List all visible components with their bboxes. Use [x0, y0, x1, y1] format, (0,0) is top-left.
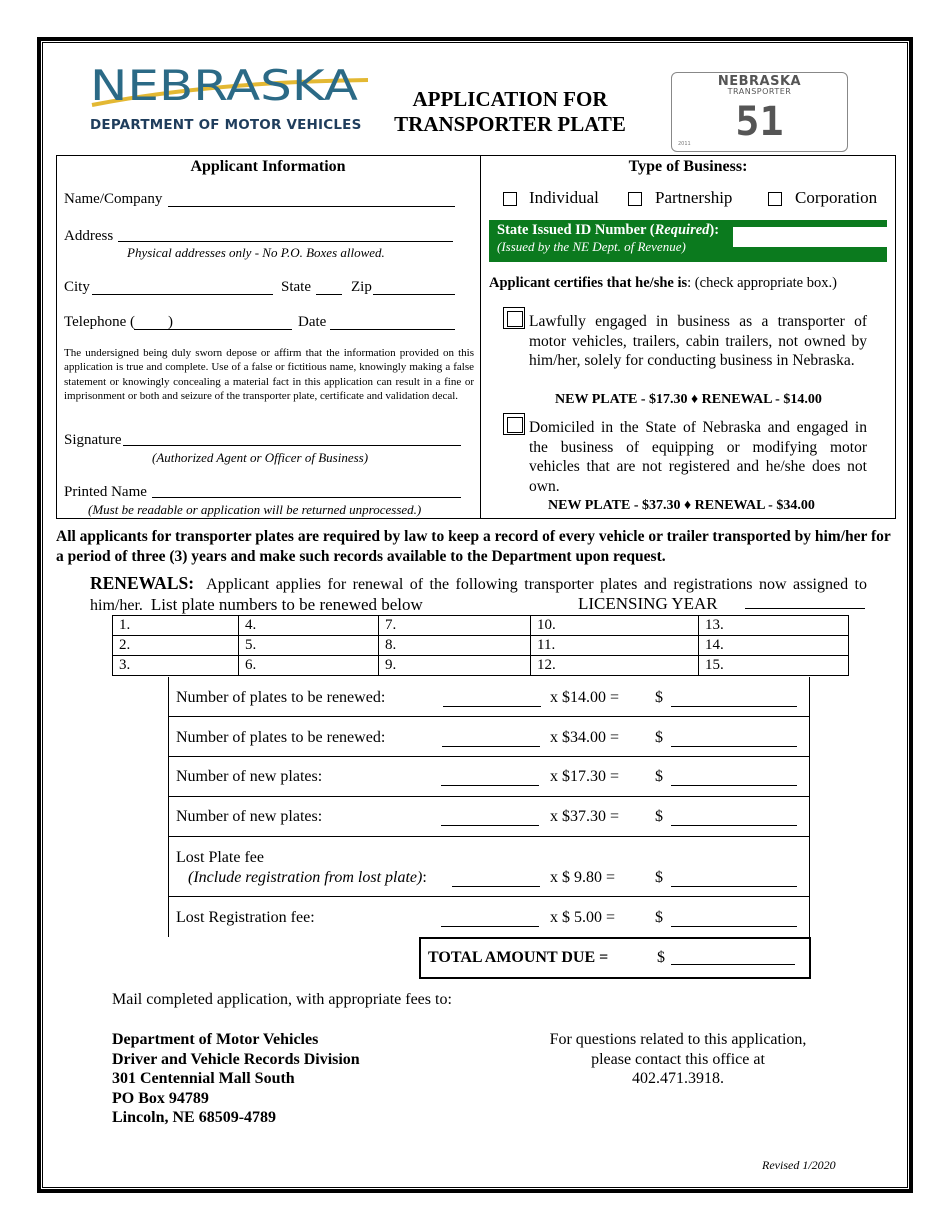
total-dollar: $: [657, 949, 665, 966]
fee-row: [168, 797, 810, 837]
licensing-year-label: LICENSING YEAR: [578, 594, 718, 613]
total-amount-field[interactable]: [671, 964, 795, 965]
plate-number-cell[interactable]: 15.: [699, 656, 849, 676]
contact-line: For questions related to this application,: [549, 1031, 807, 1048]
page-title: [385, 87, 635, 137]
plate-number-cell[interactable]: 14.: [699, 636, 849, 656]
renewals-list-label: List plate numbers to be renewed below: [150, 595, 423, 614]
state-id-note: (Issued by the NE Dept. of Revenue): [497, 239, 686, 254]
domiciled-cert-checkbox[interactable]: [503, 413, 525, 435]
plate-year: 2011: [678, 141, 691, 147]
renewals-text: Applicant applies for renewal of the following transporter plates and registrations now assigned to him/her.: [90, 576, 868, 614]
transporter-cert-text: Lawfully engaged in business as a transporter of motor vehicles, trailers, cabin trailers, not owned by him/her, solely for conducting business in Nebraska.: [529, 313, 867, 369]
fee-dollar-sign: $: [655, 808, 663, 825]
fee-amount-field[interactable]: [671, 886, 797, 887]
address-line: Driver and Vehicle Records Division: [112, 1050, 360, 1068]
fee-row: [168, 717, 810, 757]
fee-row: [168, 837, 810, 897]
plate-number-cell[interactable]: 2.: [113, 636, 239, 656]
zip-field[interactable]: [373, 294, 455, 295]
fee-amount-field[interactable]: [671, 926, 797, 927]
quantity-field[interactable]: [441, 926, 539, 927]
telephone-label: Telephone (: [64, 314, 136, 330]
licensing-year-field[interactable]: [745, 608, 865, 609]
partnership-checkbox[interactable]: [628, 192, 642, 206]
total-amount-box: [419, 937, 811, 979]
revision-date: Revised 1/2020: [762, 1158, 836, 1172]
fee-label: Lost Registration fee:: [176, 909, 315, 926]
fee-dollar-sign: $: [655, 729, 663, 746]
fee-label: Number of new plates:: [176, 768, 323, 785]
corporation-checkbox[interactable]: [768, 192, 782, 206]
fee-row: [168, 897, 810, 937]
fee-dollar-sign: $: [655, 909, 663, 926]
fee-amount-field[interactable]: [671, 825, 797, 826]
transporter-cert-fees: NEW PLATE - $17.30 ♦ RENEWAL - $14.00: [555, 392, 822, 407]
partnership-label: Partnership: [655, 188, 733, 207]
domiciled-cert-fees: NEW PLATE - $37.30 ♦ RENEWAL - $34.00: [548, 498, 815, 513]
signature-label: Signature: [64, 432, 122, 448]
mailing-address: [112, 1030, 360, 1128]
fee-row: [168, 757, 810, 797]
plate-number-cell[interactable]: 7.: [379, 616, 531, 636]
plate-number-cell[interactable]: 9.: [379, 656, 531, 676]
individual-checkbox[interactable]: [503, 192, 517, 206]
address-line: PO Box 94789: [112, 1089, 209, 1107]
domiciled-cert-text: Domiciled in the State of Nebraska and engaged in the business of equipping or modifying motor vehicles that are not registered and he/she does not own.: [529, 419, 867, 495]
plate-number-cell[interactable]: 1.: [113, 616, 239, 636]
state-id-bar: [489, 220, 887, 262]
fee-multiplier: x $17.30 =: [550, 768, 620, 785]
zip-label: Zip: [351, 279, 372, 295]
fee-label: Number of plates to be renewed:: [176, 729, 386, 746]
renewals-paragraph: [90, 573, 867, 616]
title-line-2: TRANSPORTER PLATE: [394, 112, 626, 136]
fee-multiplier: x $14.00 =: [550, 689, 620, 706]
fee-multiplier: x $37.30 =: [550, 808, 620, 825]
quantity-field[interactable]: [441, 825, 539, 826]
city-label: City: [64, 279, 90, 295]
applicant-info-heading: Applicant Information: [190, 158, 346, 175]
address-line: Department of Motor Vehicles: [112, 1031, 319, 1048]
address-line: 301 Centennial Mall South: [112, 1070, 295, 1087]
state-id-label: State Issued ID Number (Required):: [497, 222, 720, 238]
title-line-1: APPLICATION FOR: [412, 87, 608, 111]
plate-number-cell[interactable]: 4.: [239, 616, 379, 636]
fee-amount-field[interactable]: [671, 706, 797, 707]
fee-multiplier: x $34.00 =: [550, 729, 620, 746]
fee-dollar-sign: $: [655, 869, 663, 886]
printed-name-label: Printed Name: [64, 484, 147, 500]
quantity-field[interactable]: [441, 785, 539, 786]
plate-number-cell[interactable]: 3.: [113, 656, 239, 676]
printed-name-note: (Must be readable or application will be returned unprocessed.): [88, 502, 422, 517]
date-label: Date: [298, 314, 327, 330]
total-label: TOTAL AMOUNT DUE =: [428, 949, 609, 966]
plate-number-cell[interactable]: 13.: [699, 616, 849, 636]
transporter-plate-image: [671, 72, 848, 152]
fee-sublabel: (Include registration from lost plate):: [188, 869, 427, 886]
renewals-label: RENEWALS:: [90, 573, 195, 593]
plate-number-cell[interactable]: 6.: [239, 656, 379, 676]
fee-multiplier: x $ 5.00 =: [550, 909, 616, 926]
signature-field[interactable]: [123, 445, 461, 446]
plate-type: TRANSPORTER: [727, 87, 792, 96]
quantity-field[interactable]: [443, 706, 541, 707]
fee-amount-field[interactable]: [671, 746, 797, 747]
state-label: State: [281, 279, 311, 295]
fee-multiplier: x $ 9.80 =: [550, 869, 616, 886]
column-divider: [480, 155, 481, 519]
signature-note: (Authorized Agent or Officer of Business): [152, 450, 369, 465]
fee-dollar-sign: $: [655, 768, 663, 785]
state-id-input[interactable]: [733, 227, 887, 247]
fee-amount-field[interactable]: [671, 785, 797, 786]
printed-name-field[interactable]: [152, 497, 461, 498]
svg-text:NEBRASKA: NEBRASKA: [90, 61, 359, 110]
plate-number-cell[interactable]: 8.: [379, 636, 531, 656]
fee-dollar-sign: $: [655, 689, 663, 706]
table-row: [113, 616, 849, 636]
address-note: Physical addresses only - No P.O. Boxes allowed.: [127, 245, 385, 260]
telephone-paren: ): [168, 314, 173, 330]
logo-subtitle: DEPARTMENT OF MOTOR VEHICLES: [90, 117, 362, 133]
fee-label: Number of plates to be renewed:: [176, 689, 386, 706]
fee-label: Number of new plates:: [176, 808, 323, 825]
fee-row: [168, 677, 810, 717]
table-row: [113, 656, 849, 676]
plate-state: NEBRASKA: [717, 74, 802, 89]
table-row: [113, 636, 849, 656]
record-keeping-notice: All applicants for transporter plates are required by law to keep a record of every vehicle or trailer transported by him/her for a period of three (3) years and make such records available to the Department upon request.: [56, 528, 891, 565]
renewal-plates-table: [112, 615, 849, 676]
quantity-field[interactable]: [442, 746, 540, 747]
plate-number-cell[interactable]: 12.: [531, 656, 699, 676]
corporation-label: Corporation: [795, 188, 878, 207]
address-field[interactable]: [118, 241, 453, 242]
name-label: Name/Company: [64, 191, 163, 207]
mail-instruction: Mail completed application, with appropriate fees to:: [112, 991, 452, 1008]
business-type-heading: Type of Business:: [628, 158, 748, 175]
date-field[interactable]: [330, 329, 455, 330]
fee-label: Lost Plate fee: [176, 849, 264, 866]
plate-number-cell[interactable]: 11.: [531, 636, 699, 656]
nebraska-dmv-logo: [90, 60, 370, 116]
plate-number-cell[interactable]: 5.: [239, 636, 379, 656]
telephone-field[interactable]: [134, 329, 292, 330]
name-field[interactable]: [168, 206, 455, 207]
plate-number-cell[interactable]: 10.: [531, 616, 699, 636]
quantity-field[interactable]: [452, 886, 540, 887]
address-label: Address: [64, 228, 114, 244]
contact-line: please contact this office at: [591, 1050, 765, 1068]
affirmation-text: The undersigned being duly sworn depose or affirm that the information provided on this application is true and complete. Use of a false or fictitious name, knowingly making a false statement or knowingly concealing a material fact in this application can result in a fine or imprisonment or both and seizure of the transporter plate, certificate and validation decal.: [64, 347, 474, 403]
certify-heading: Applicant certifies that he/she is: (check appropriate box.): [489, 275, 837, 291]
transporter-cert-checkbox[interactable]: [503, 307, 525, 329]
address-line: Lincoln, NE 68509-4789: [112, 1109, 277, 1126]
state-field[interactable]: [316, 294, 342, 295]
plate-number: 51: [735, 99, 784, 145]
contact-info: [518, 1030, 838, 1089]
contact-phone: 402.471.3918.: [632, 1070, 724, 1087]
individual-label: Individual: [529, 188, 599, 207]
city-field[interactable]: [92, 294, 273, 295]
